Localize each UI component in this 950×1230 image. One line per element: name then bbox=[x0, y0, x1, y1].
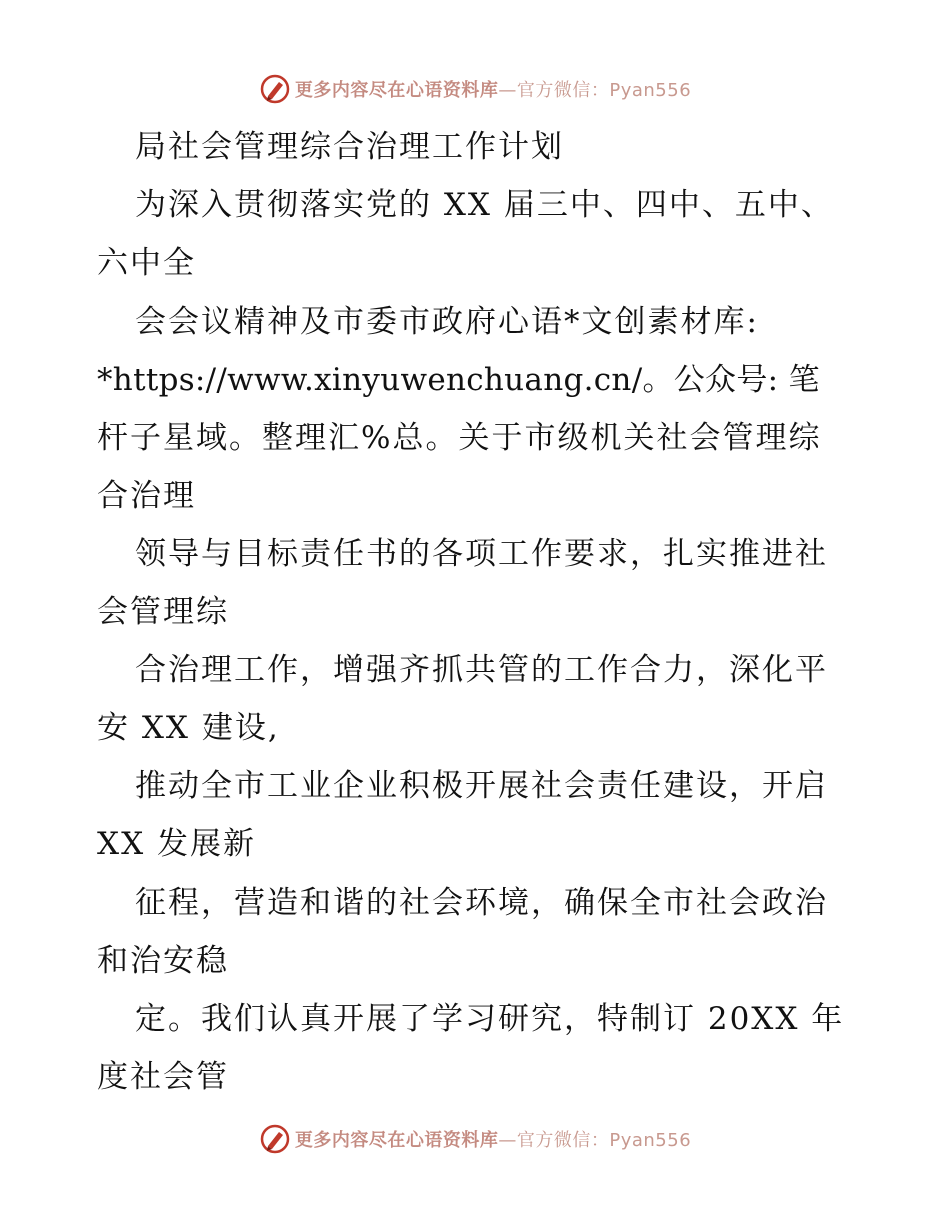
doc-line: 定。我们认真开展了学习研究，特制订 20XX 年 bbox=[135, 1001, 845, 1037]
header-banner-content bbox=[259, 73, 691, 105]
doc-line: 征程，营造和谐的社会环境，确保全市社会政治 bbox=[135, 885, 828, 921]
header-banner-text bbox=[295, 76, 691, 102]
footer-banner-content bbox=[259, 1123, 691, 1155]
doc-line: 度社会管 bbox=[97, 1059, 229, 1095]
footer-banner-main: 更多内容尽在心语资料库 bbox=[294, 1130, 499, 1151]
doc-line: 安 XX 建设, bbox=[97, 710, 280, 746]
doc-line: 领导与目标责任书的各项工作要求，扎实推进社 bbox=[135, 536, 828, 572]
header-banner-main: 更多内容尽在心语资料库 bbox=[294, 80, 499, 101]
pen-logo-icon bbox=[259, 1123, 291, 1155]
doc-line: 为深入贯彻落实党的 XX 届三中、四中、五中、 bbox=[135, 187, 834, 223]
doc-line: 会会议精神及市委市政府心语*文创素材库: bbox=[135, 304, 759, 340]
doc-line: *https://www.xinyuwenchuang.cn/。公众号: 笔 bbox=[97, 362, 820, 398]
doc-line: 六中全 bbox=[97, 245, 196, 281]
doc-line: 合治理 bbox=[97, 478, 196, 514]
doc-line: XX 发展新 bbox=[97, 826, 256, 862]
doc-title: 局社会管理综合治理工作计划 bbox=[135, 129, 564, 165]
header-banner-rest: —官方微信：Pyan556 bbox=[498, 80, 692, 101]
footer-banner bbox=[0, 1122, 950, 1156]
footer-banner-text bbox=[295, 1126, 691, 1152]
doc-line: 合治理工作，增强齐抓共管的工作合力，深化平 bbox=[135, 652, 828, 688]
doc-line: 和治安稳 bbox=[97, 943, 229, 979]
footer-banner-rest: —官方微信：Pyan556 bbox=[498, 1130, 692, 1151]
doc-line: 推动全市工业企业积极开展社会责任建设，开启 bbox=[135, 768, 828, 804]
doc-line: 会管理综 bbox=[97, 594, 229, 630]
pen-logo-icon bbox=[259, 73, 291, 105]
doc-line: 杆子星域。整理汇%总。关于市级机关社会管理综 bbox=[97, 420, 822, 456]
header-banner bbox=[0, 72, 950, 106]
